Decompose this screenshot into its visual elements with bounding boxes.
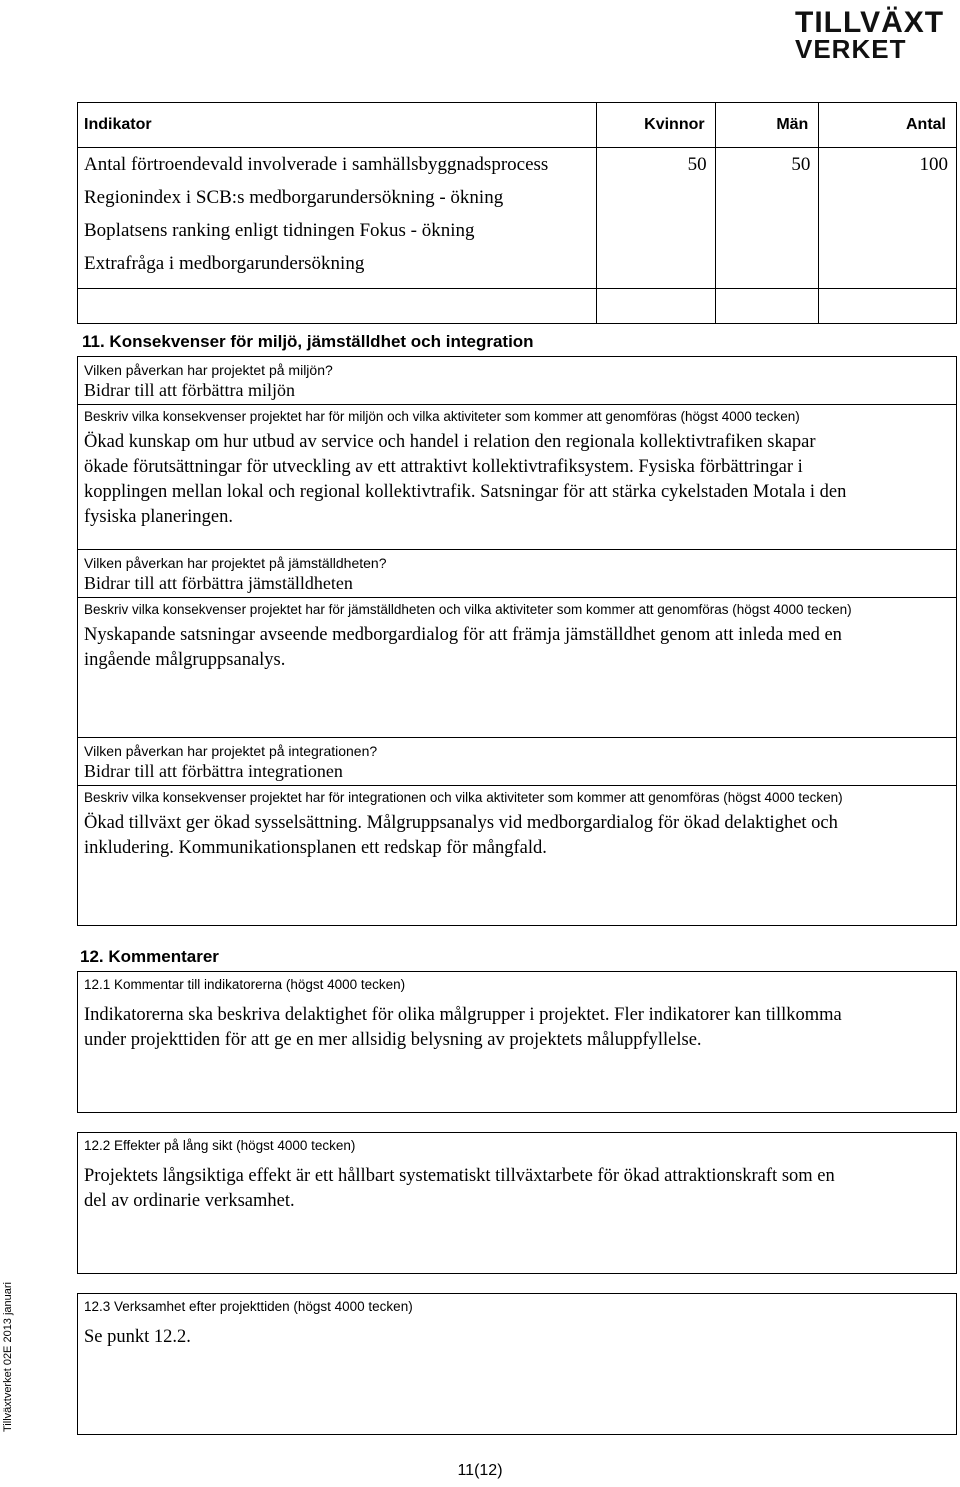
indicator-kvinnor (597, 181, 707, 214)
indicator-antal (819, 214, 948, 247)
miljo-text-line: Ökad kunskap om hur utbud av service och handel i relation den regionala kollektivtrafiken skapar (84, 432, 816, 452)
comment-12-3-label: 12.3 Verksamhet efter projekttiden (högst 4000 tecken) (84, 1299, 413, 1314)
comment-12-2-label: 12.2 Effekter på lång sikt (högst 4000 tecken) (84, 1138, 356, 1153)
empty-cell (819, 289, 957, 324)
section-12-heading: 12. Kommentarer (80, 947, 219, 966)
miljo-question: Vilken påverkan har projektet på miljön? (84, 362, 333, 378)
jamstalldhet-text-line: ingående målgruppsanalys. (84, 650, 286, 670)
header-antal: Antal (819, 103, 957, 148)
jamstalldhet-describe: Beskriv vilka konsekvenser projektet har för jämställdheten och vilka aktiviteter som kommer att genomföras (högst 4000 tecken) (84, 602, 852, 617)
indicator-name: Boplatsens ranking enligt tidningen Fokus - ökning (84, 220, 475, 241)
empty-cell (715, 289, 819, 324)
indicator-name: Antal förtroendevald involverade i samhällsbyggnadsprocess (84, 154, 549, 175)
section-11-box (77, 356, 957, 926)
indicator-kvinnor (597, 247, 707, 280)
comment-12-2-text-line: del av ordinarie verksamhet. (84, 1191, 295, 1211)
jamstalldhet-answer: Bidrar till att förbättra jämställdheten (84, 573, 353, 593)
indicator-antal (819, 247, 948, 280)
comment-12-1-text-line: Indikatorerna ska beskriva delaktighet för olika målgrupper i projektet. Fler indikatorer kan tillkomma (84, 1005, 842, 1025)
jamstalldhet-block (78, 550, 956, 737)
miljo-text-line: ökade förutsättningar för utveckling av ett attraktivt kollektivtrafiksystem. Fysiska förbättringar i (84, 457, 803, 477)
comment-12-3-text-line: Se punkt 12.2. (84, 1327, 191, 1347)
jamstalldhet-text-line: Nyskapande satsningar avseende medborgardialog för att främja jämställdhet genom att inleda med en (84, 625, 842, 645)
header-indikator: Indikator (78, 103, 597, 148)
comment-12-1-box (77, 971, 957, 1113)
logo-line-1: TILLVÄXT (795, 6, 945, 39)
comment-12-1-label: 12.1 Kommentar till indikatorerna (högst 4000 tecken) (84, 977, 406, 992)
indicator-body-row (78, 148, 957, 289)
jamstalldhet-question: Vilken påverkan har projektet på jämställdheten? (84, 555, 387, 571)
indicator-man: 50 (791, 154, 811, 175)
comment-12-2-text-line: Projektets långsiktiga effekt är ett hållbart systematiskt tillväxtarbete för ökad attraktionskraft som en (84, 1166, 835, 1186)
integration-text-line: inkludering. Kommunikationsplanen ett redskap för mångfald. (84, 838, 547, 858)
integration-answer: Bidrar till att förbättra integrationen (84, 761, 343, 781)
page-number: 11(12) (457, 1462, 503, 1479)
indicator-man (716, 181, 811, 214)
miljo-text-line: kopplingen mellan lokal och regional kollektivtrafik. Satsningar för att stärka cykelstaden Motala i den (84, 482, 847, 502)
comment-12-1-text-line: under projekttiden för att ge en mer allsidig belysning av projektets måluppfyllelse. (84, 1030, 702, 1050)
integration-text-line: Ökad tillväxt ger ökad sysselsättning. Målgruppsanalys vid medborgardialog för ökad delaktighet och (84, 813, 838, 833)
integration-describe: Beskriv vilka konsekvenser projektet har för integrationen och vilka aktiviteter som kommer att genomföras (högst 4000 tecken) (84, 790, 843, 805)
tillvaxtverket-logo (795, 6, 955, 66)
integration-question: Vilken påverkan har projektet på integrationen? (84, 743, 378, 759)
comment-12-2-box (77, 1132, 957, 1274)
logo-line-2: VERKET (795, 34, 907, 64)
integration-block (78, 738, 956, 861)
indicator-kvinnor: 50 (687, 154, 707, 175)
indicator-antal: 100 (919, 154, 948, 175)
indicator-header-row (78, 103, 957, 148)
comment-12-3-box (77, 1293, 957, 1435)
indicator-empty-row (78, 289, 957, 324)
miljo-answer: Bidrar till att förbättra miljön (84, 380, 295, 400)
miljo-describe: Beskriv vilka konsekvenser projektet har för miljön och vilka aktiviteter som kommer att genomföras (högst 4000 tecken) (84, 409, 800, 424)
indicator-table (77, 102, 957, 324)
empty-cell (596, 289, 715, 324)
form-version-text: Tillväxtverket 02E 2013 januari (2, 1281, 14, 1432)
indicator-name: Extrafråga i medborgarundersökning (84, 253, 365, 274)
indicator-antal (819, 181, 948, 214)
miljo-text-line: fysiska planeringen. (84, 507, 233, 527)
miljo-block (78, 357, 956, 549)
header-kvinnor: Kvinnor (596, 103, 715, 148)
indicator-man (716, 214, 811, 247)
section-11-heading: 11. Konsekvenser för miljö, jämställdhet och integration (82, 332, 534, 351)
empty-cell (78, 289, 597, 324)
indicator-man (716, 247, 811, 280)
indicator-kvinnor (597, 214, 707, 247)
header-man: Män (715, 103, 819, 148)
indicator-name: Regionindex i SCB:s medborgarundersökning - ökning (84, 187, 504, 208)
